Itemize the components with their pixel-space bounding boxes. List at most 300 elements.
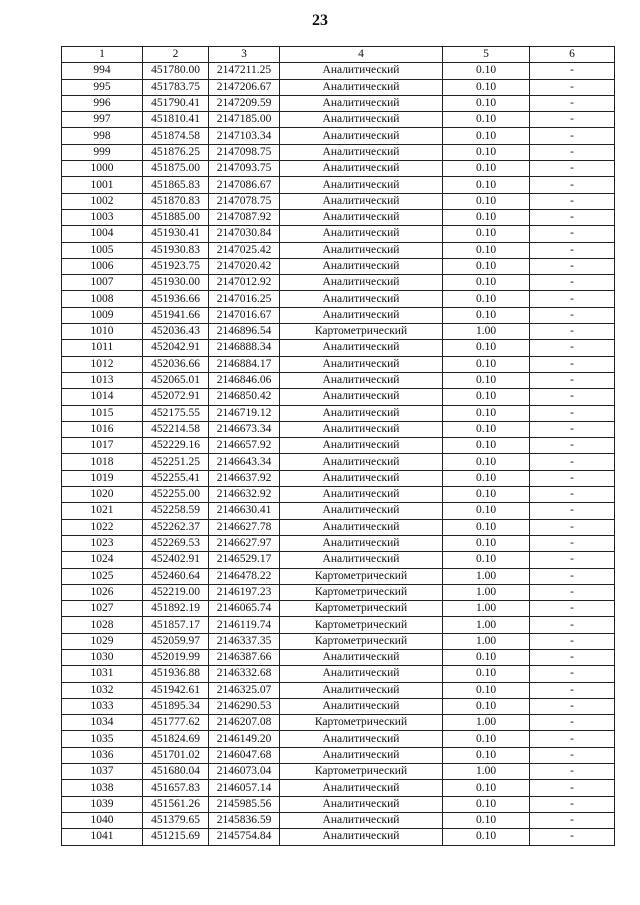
- method-cell: Картометрический: [280, 584, 443, 600]
- note-cell: -: [530, 503, 615, 519]
- method-cell: Аналитический: [280, 519, 443, 535]
- point-number-cell: 1016: [62, 421, 143, 437]
- accuracy-cell: 0.10: [443, 519, 530, 535]
- y-coordinate-cell: 2147030.84: [209, 226, 280, 242]
- note-cell: -: [530, 177, 615, 193]
- table-row: [62, 568, 615, 584]
- note-cell: -: [530, 275, 615, 291]
- note-cell: -: [530, 405, 615, 421]
- accuracy-cell: 0.10: [443, 682, 530, 698]
- y-coordinate-cell: 2146478.22: [209, 568, 280, 584]
- note-cell: -: [530, 796, 615, 812]
- table-row: [62, 209, 615, 225]
- accuracy-cell: 0.10: [443, 698, 530, 714]
- y-coordinate-cell: 2146073.04: [209, 764, 280, 780]
- accuracy-cell: 0.10: [443, 747, 530, 763]
- accuracy-cell: 0.10: [443, 829, 530, 845]
- y-coordinate-cell: 2146627.97: [209, 535, 280, 551]
- note-cell: -: [530, 372, 615, 388]
- accuracy-cell: 0.10: [443, 161, 530, 177]
- y-coordinate-cell: 2147209.59: [209, 95, 280, 111]
- table-row: [62, 63, 615, 79]
- method-cell: Аналитический: [280, 63, 443, 79]
- accuracy-cell: 0.10: [443, 389, 530, 405]
- point-number-cell: 1012: [62, 356, 143, 372]
- method-cell: Аналитический: [280, 226, 443, 242]
- note-cell: -: [530, 617, 615, 633]
- accuracy-cell: 0.10: [443, 177, 530, 193]
- note-cell: -: [530, 698, 615, 714]
- x-coordinate-cell: 451379.65: [143, 812, 209, 828]
- method-cell: Аналитический: [280, 552, 443, 568]
- point-number-cell: 1032: [62, 682, 143, 698]
- point-number-cell: 1034: [62, 715, 143, 731]
- method-cell: Аналитический: [280, 193, 443, 209]
- y-coordinate-cell: 2147206.67: [209, 79, 280, 95]
- x-coordinate-cell: 451875.00: [143, 161, 209, 177]
- table-row: [62, 275, 615, 291]
- note-cell: -: [530, 747, 615, 763]
- x-coordinate-cell: 452214.58: [143, 421, 209, 437]
- accuracy-cell: 1.00: [443, 764, 530, 780]
- point-number-cell: 1020: [62, 487, 143, 503]
- point-number-cell: 1021: [62, 503, 143, 519]
- y-coordinate-cell: 2146325.07: [209, 682, 280, 698]
- table-row: [62, 144, 615, 160]
- point-number-cell: 996: [62, 95, 143, 111]
- table-row: [62, 421, 615, 437]
- table-row: [62, 796, 615, 812]
- y-coordinate-cell: 2146846.06: [209, 372, 280, 388]
- y-coordinate-cell: 2146850.42: [209, 389, 280, 405]
- method-cell: Аналитический: [280, 356, 443, 372]
- x-coordinate-cell: 452219.00: [143, 584, 209, 600]
- method-cell: Картометрический: [280, 568, 443, 584]
- point-number-cell: 998: [62, 128, 143, 144]
- note-cell: -: [530, 242, 615, 258]
- y-coordinate-cell: 2147185.00: [209, 112, 280, 128]
- accuracy-cell: 0.10: [443, 258, 530, 274]
- method-cell: Аналитический: [280, 372, 443, 388]
- accuracy-cell: 0.10: [443, 535, 530, 551]
- note-cell: -: [530, 144, 615, 160]
- accuracy-cell: 0.10: [443, 666, 530, 682]
- table-row: [62, 584, 615, 600]
- table-row: [62, 340, 615, 356]
- y-coordinate-cell: 2147020.42: [209, 258, 280, 274]
- note-cell: -: [530, 291, 615, 307]
- accuracy-cell: 0.10: [443, 796, 530, 812]
- page-number: 23: [312, 12, 328, 29]
- x-coordinate-cell: 452059.97: [143, 633, 209, 649]
- accuracy-cell: 1.00: [443, 617, 530, 633]
- y-coordinate-cell: 2146673.34: [209, 421, 280, 437]
- table-row: [62, 487, 615, 503]
- accuracy-cell: 0.10: [443, 470, 530, 486]
- table-row: [62, 780, 615, 796]
- note-cell: -: [530, 552, 615, 568]
- method-cell: Аналитический: [280, 128, 443, 144]
- x-coordinate-cell: 452269.53: [143, 535, 209, 551]
- accuracy-cell: 0.10: [443, 242, 530, 258]
- point-number-cell: 1019: [62, 470, 143, 486]
- accuracy-cell: 0.10: [443, 275, 530, 291]
- note-cell: -: [530, 829, 615, 845]
- note-cell: -: [530, 324, 615, 340]
- point-number-cell: 1041: [62, 829, 143, 845]
- x-coordinate-cell: 452460.64: [143, 568, 209, 584]
- method-cell: Картометрический: [280, 715, 443, 731]
- table-row: [62, 519, 615, 535]
- point-number-cell: 1028: [62, 617, 143, 633]
- method-cell: Аналитический: [280, 144, 443, 160]
- accuracy-cell: 0.10: [443, 226, 530, 242]
- method-cell: Аналитический: [280, 535, 443, 551]
- accuracy-cell: 1.00: [443, 324, 530, 340]
- method-cell: Аналитический: [280, 79, 443, 95]
- method-cell: Аналитический: [280, 812, 443, 828]
- table-header: [62, 47, 615, 63]
- method-cell: Аналитический: [280, 438, 443, 454]
- accuracy-cell: 0.10: [443, 731, 530, 747]
- method-cell: Аналитический: [280, 112, 443, 128]
- x-coordinate-cell: 451780.00: [143, 63, 209, 79]
- method-cell: Аналитический: [280, 780, 443, 796]
- note-cell: -: [530, 356, 615, 372]
- method-cell: Картометрический: [280, 617, 443, 633]
- y-coordinate-cell: 2146637.92: [209, 470, 280, 486]
- point-number-cell: 1015: [62, 405, 143, 421]
- table-row: [62, 356, 615, 372]
- x-coordinate-cell: 451942.61: [143, 682, 209, 698]
- x-coordinate-cell: 451895.34: [143, 698, 209, 714]
- accuracy-cell: 0.10: [443, 487, 530, 503]
- x-coordinate-cell: 451680.04: [143, 764, 209, 780]
- table-row: [62, 161, 615, 177]
- y-coordinate-cell: 2147093.75: [209, 161, 280, 177]
- y-coordinate-cell: 2145754.84: [209, 829, 280, 845]
- method-cell: Аналитический: [280, 747, 443, 763]
- table-row: [62, 682, 615, 698]
- table-row: [62, 470, 615, 486]
- table-row: [62, 829, 615, 845]
- point-number-cell: 1011: [62, 340, 143, 356]
- y-coordinate-cell: 2146657.92: [209, 438, 280, 454]
- x-coordinate-cell: 451941.66: [143, 307, 209, 323]
- point-number-cell: 1029: [62, 633, 143, 649]
- point-number-cell: 1033: [62, 698, 143, 714]
- point-number-cell: 1000: [62, 161, 143, 177]
- accuracy-cell: 0.10: [443, 128, 530, 144]
- point-number-cell: 1023: [62, 535, 143, 551]
- note-cell: -: [530, 226, 615, 242]
- table-row: [62, 649, 615, 665]
- note-cell: -: [530, 568, 615, 584]
- header-cell-5: 5: [443, 47, 530, 63]
- accuracy-cell: 0.10: [443, 307, 530, 323]
- y-coordinate-cell: 2145985.56: [209, 796, 280, 812]
- point-number-cell: 1009: [62, 307, 143, 323]
- x-coordinate-cell: 451865.83: [143, 177, 209, 193]
- note-cell: -: [530, 438, 615, 454]
- accuracy-cell: 0.10: [443, 552, 530, 568]
- accuracy-cell: 0.10: [443, 95, 530, 111]
- x-coordinate-cell: 452065.01: [143, 372, 209, 388]
- method-cell: Аналитический: [280, 340, 443, 356]
- x-coordinate-cell: 451561.26: [143, 796, 209, 812]
- x-coordinate-cell: 451930.83: [143, 242, 209, 258]
- note-cell: -: [530, 389, 615, 405]
- point-number-cell: 1031: [62, 666, 143, 682]
- method-cell: Аналитический: [280, 258, 443, 274]
- x-coordinate-cell: 451657.83: [143, 780, 209, 796]
- table-row: [62, 503, 615, 519]
- y-coordinate-cell: 2146119.74: [209, 617, 280, 633]
- method-cell: Аналитический: [280, 275, 443, 291]
- method-cell: Аналитический: [280, 405, 443, 421]
- note-cell: -: [530, 584, 615, 600]
- accuracy-cell: 0.10: [443, 291, 530, 307]
- x-coordinate-cell: 451824.69: [143, 731, 209, 747]
- note-cell: -: [530, 535, 615, 551]
- x-coordinate-cell: 452036.43: [143, 324, 209, 340]
- x-coordinate-cell: 452402.91: [143, 552, 209, 568]
- accuracy-cell: 0.10: [443, 454, 530, 470]
- y-coordinate-cell: 2147211.25: [209, 63, 280, 79]
- y-coordinate-cell: 2146387.66: [209, 649, 280, 665]
- y-coordinate-cell: 2146149.20: [209, 731, 280, 747]
- note-cell: -: [530, 715, 615, 731]
- note-cell: -: [530, 128, 615, 144]
- accuracy-cell: 0.10: [443, 193, 530, 209]
- table-row: [62, 226, 615, 242]
- accuracy-cell: 0.10: [443, 780, 530, 796]
- y-coordinate-cell: 2147087.92: [209, 209, 280, 225]
- point-number-cell: 1017: [62, 438, 143, 454]
- y-coordinate-cell: 2147012.92: [209, 275, 280, 291]
- x-coordinate-cell: 451790.41: [143, 95, 209, 111]
- note-cell: -: [530, 731, 615, 747]
- x-coordinate-cell: 452251.25: [143, 454, 209, 470]
- y-coordinate-cell: 2147016.25: [209, 291, 280, 307]
- table-row: [62, 812, 615, 828]
- method-cell: Аналитический: [280, 796, 443, 812]
- note-cell: -: [530, 666, 615, 682]
- table-row: [62, 307, 615, 323]
- y-coordinate-cell: 2146630.41: [209, 503, 280, 519]
- point-number-cell: 1008: [62, 291, 143, 307]
- y-coordinate-cell: 2146643.34: [209, 454, 280, 470]
- point-number-cell: 1038: [62, 780, 143, 796]
- point-number-cell: 1003: [62, 209, 143, 225]
- table-row: [62, 291, 615, 307]
- accuracy-cell: 0.10: [443, 405, 530, 421]
- note-cell: -: [530, 307, 615, 323]
- method-cell: Аналитический: [280, 666, 443, 682]
- note-cell: -: [530, 454, 615, 470]
- point-number-cell: 1004: [62, 226, 143, 242]
- x-coordinate-cell: 451892.19: [143, 601, 209, 617]
- point-number-cell: 995: [62, 79, 143, 95]
- table-row: [62, 193, 615, 209]
- note-cell: -: [530, 79, 615, 95]
- point-number-cell: 1014: [62, 389, 143, 405]
- accuracy-cell: 0.10: [443, 209, 530, 225]
- accuracy-cell: 0.10: [443, 356, 530, 372]
- point-number-cell: 1039: [62, 796, 143, 812]
- accuracy-cell: 0.10: [443, 63, 530, 79]
- y-coordinate-cell: 2146888.34: [209, 340, 280, 356]
- header-row: [62, 47, 615, 63]
- method-cell: Аналитический: [280, 177, 443, 193]
- x-coordinate-cell: 452229.16: [143, 438, 209, 454]
- table-row: [62, 552, 615, 568]
- accuracy-cell: 1.00: [443, 601, 530, 617]
- x-coordinate-cell: 451923.75: [143, 258, 209, 274]
- method-cell: Картометрический: [280, 633, 443, 649]
- accuracy-cell: 0.10: [443, 340, 530, 356]
- x-coordinate-cell: 451701.02: [143, 747, 209, 763]
- table-row: [62, 601, 615, 617]
- note-cell: -: [530, 633, 615, 649]
- y-coordinate-cell: 2147103.34: [209, 128, 280, 144]
- accuracy-cell: 0.10: [443, 649, 530, 665]
- y-coordinate-cell: 2146057.14: [209, 780, 280, 796]
- method-cell: Аналитический: [280, 209, 443, 225]
- table-row: [62, 258, 615, 274]
- method-cell: Аналитический: [280, 829, 443, 845]
- x-coordinate-cell: 451930.00: [143, 275, 209, 291]
- y-coordinate-cell: 2146290.53: [209, 698, 280, 714]
- note-cell: -: [530, 682, 615, 698]
- x-coordinate-cell: 451936.88: [143, 666, 209, 682]
- accuracy-cell: 1.00: [443, 568, 530, 584]
- point-number-cell: 1030: [62, 649, 143, 665]
- accuracy-cell: 1.00: [443, 715, 530, 731]
- y-coordinate-cell: 2147025.42: [209, 242, 280, 258]
- y-coordinate-cell: 2146047.68: [209, 747, 280, 763]
- method-cell: Картометрический: [280, 601, 443, 617]
- note-cell: -: [530, 519, 615, 535]
- x-coordinate-cell: 452036.66: [143, 356, 209, 372]
- accuracy-cell: 0.10: [443, 112, 530, 128]
- accuracy-cell: 1.00: [443, 584, 530, 600]
- y-coordinate-cell: 2146896.54: [209, 324, 280, 340]
- method-cell: Аналитический: [280, 731, 443, 747]
- x-coordinate-cell: 451876.25: [143, 144, 209, 160]
- table-row: [62, 731, 615, 747]
- y-coordinate-cell: 2146884.17: [209, 356, 280, 372]
- table-row: [62, 764, 615, 780]
- x-coordinate-cell: 452262.37: [143, 519, 209, 535]
- table-row: [62, 128, 615, 144]
- method-cell: Картометрический: [280, 324, 443, 340]
- method-cell: Аналитический: [280, 307, 443, 323]
- x-coordinate-cell: 452258.59: [143, 503, 209, 519]
- y-coordinate-cell: 2146719.12: [209, 405, 280, 421]
- table-row: [62, 324, 615, 340]
- x-coordinate-cell: 452019.99: [143, 649, 209, 665]
- y-coordinate-cell: 2146207.08: [209, 715, 280, 731]
- accuracy-cell: 0.10: [443, 438, 530, 454]
- note-cell: -: [530, 95, 615, 111]
- table-row: [62, 112, 615, 128]
- method-cell: Аналитический: [280, 487, 443, 503]
- point-number-cell: 1006: [62, 258, 143, 274]
- x-coordinate-cell: 451936.66: [143, 291, 209, 307]
- point-number-cell: 1001: [62, 177, 143, 193]
- method-cell: Аналитический: [280, 682, 443, 698]
- point-number-cell: 1005: [62, 242, 143, 258]
- y-coordinate-cell: 2146197.23: [209, 584, 280, 600]
- table-row: [62, 666, 615, 682]
- x-coordinate-cell: 451857.17: [143, 617, 209, 633]
- point-number-cell: 1027: [62, 601, 143, 617]
- note-cell: -: [530, 258, 615, 274]
- y-coordinate-cell: 2147098.75: [209, 144, 280, 160]
- table-body: [62, 63, 615, 845]
- y-coordinate-cell: 2146337.35: [209, 633, 280, 649]
- header-cell-3: 3: [209, 47, 280, 63]
- method-cell: Аналитический: [280, 95, 443, 111]
- header-cell-1: 1: [62, 47, 143, 63]
- method-cell: Аналитический: [280, 389, 443, 405]
- y-coordinate-cell: 2145836.59: [209, 812, 280, 828]
- table-row: [62, 698, 615, 714]
- table-row: [62, 372, 615, 388]
- accuracy-cell: 0.10: [443, 421, 530, 437]
- point-number-cell: 1013: [62, 372, 143, 388]
- point-number-cell: 1022: [62, 519, 143, 535]
- y-coordinate-cell: 2146065.74: [209, 601, 280, 617]
- table-row: [62, 242, 615, 258]
- method-cell: Аналитический: [280, 698, 443, 714]
- point-number-cell: 1035: [62, 731, 143, 747]
- note-cell: -: [530, 649, 615, 665]
- point-number-cell: 994: [62, 63, 143, 79]
- point-number-cell: 1025: [62, 568, 143, 584]
- point-number-cell: 1026: [62, 584, 143, 600]
- point-number-cell: 1010: [62, 324, 143, 340]
- header-cell-6: 6: [530, 47, 615, 63]
- note-cell: -: [530, 601, 615, 617]
- x-coordinate-cell: 451874.58: [143, 128, 209, 144]
- point-number-cell: 1002: [62, 193, 143, 209]
- accuracy-cell: 0.10: [443, 372, 530, 388]
- x-coordinate-cell: 451930.41: [143, 226, 209, 242]
- point-number-cell: 1007: [62, 275, 143, 291]
- note-cell: -: [530, 209, 615, 225]
- method-cell: Аналитический: [280, 421, 443, 437]
- header-cell-4: 4: [280, 47, 443, 63]
- y-coordinate-cell: 2146632.92: [209, 487, 280, 503]
- method-cell: Аналитический: [280, 454, 443, 470]
- x-coordinate-cell: 452255.41: [143, 470, 209, 486]
- x-coordinate-cell: 452175.55: [143, 405, 209, 421]
- table-row: [62, 617, 615, 633]
- note-cell: -: [530, 340, 615, 356]
- table-row: [62, 535, 615, 551]
- method-cell: Аналитический: [280, 291, 443, 307]
- point-number-cell: 1024: [62, 552, 143, 568]
- point-number-cell: 999: [62, 144, 143, 160]
- method-cell: Аналитический: [280, 470, 443, 486]
- table-row: [62, 177, 615, 193]
- y-coordinate-cell: 2146627.78: [209, 519, 280, 535]
- x-coordinate-cell: 451810.41: [143, 112, 209, 128]
- note-cell: -: [530, 812, 615, 828]
- table-row: [62, 747, 615, 763]
